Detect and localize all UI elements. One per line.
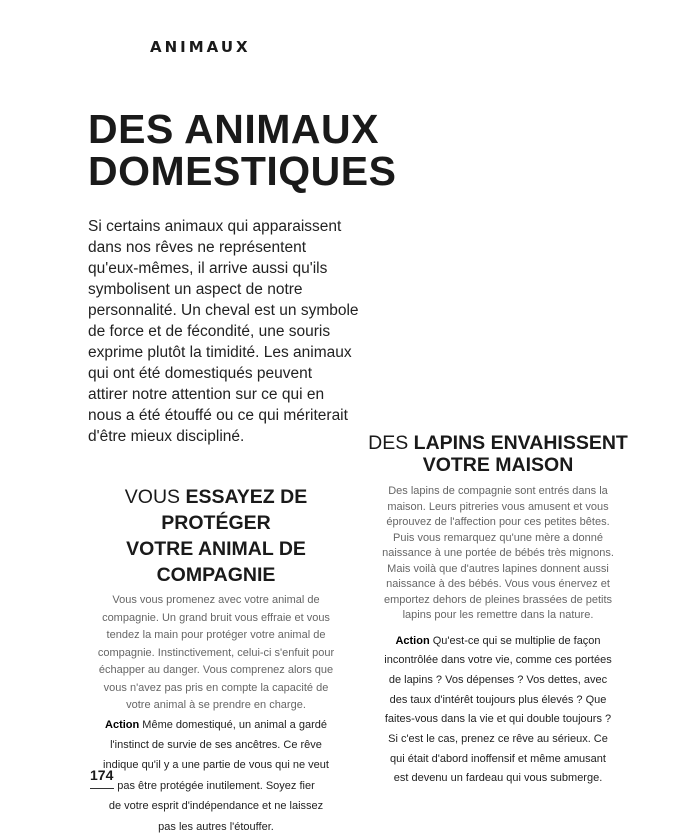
text-line: naissance à des bébés. Vous vous énervez et: [386, 578, 610, 590]
text-line: Puis vous remarquez qu'une mère a donné: [392, 531, 603, 544]
section-label: ANIMAUX: [150, 38, 251, 56]
page-title: [88, 108, 396, 192]
text-line: de force et de fécondité, une souris: [88, 323, 331, 340]
action-text: Même domestiqué, un animal a gardé: [139, 718, 327, 731]
text-line: vous n'avez pas pris en compte la capacité de: [103, 681, 329, 694]
text-line: votre animal à se prendre en charge.: [126, 699, 306, 711]
heading-light: DES: [368, 432, 414, 454]
intro-paragraph: [88, 216, 378, 447]
text-line: l'instinct de survie de ses ancêtres. Ce rêve: [110, 738, 322, 751]
text-line: pas être protégée inutilement. Soyez fier: [117, 779, 315, 792]
dream-description: [80, 592, 352, 715]
text-line: de votre esprit d'indépendance et ne laissez: [108, 800, 324, 813]
text-line: éprouvez de l'affection pour ces petites bêtes.: [386, 516, 610, 528]
text-line: tendez la main pour protéger votre animal de: [106, 629, 326, 641]
text-line: maison. Leurs pitreries vous amusent et vous: [387, 500, 609, 513]
title-line: DOMESTIQUES: [88, 148, 397, 194]
text-line: compagnie. Instinctivement, celui-ci s'enfuit pour: [97, 646, 335, 659]
text-line: [80, 715, 352, 735]
heading-bold: LAPINS ENVAHISSENT: [413, 432, 628, 454]
text-line: attirer notre attention sur ce qui en: [88, 386, 325, 403]
text-line: qui était d'abord inoffensif et même amusant: [390, 752, 606, 765]
section-heading: [360, 432, 636, 476]
text-line: qu'eux-mêmes, il arrive aussi qu'ils: [88, 260, 328, 277]
text-line: emportez dehors de pleines brassées de petits: [383, 593, 613, 606]
text-line: pas les autres l'étouffer.: [158, 820, 274, 833]
heading-bold: ESSAYEZ DE PROTÉGER: [161, 486, 308, 534]
page-number-rule: [90, 788, 114, 789]
action-label: Action: [395, 634, 430, 647]
text-line: personnalité. Un cheval est un symbole: [88, 302, 359, 319]
action-label: Action: [105, 718, 140, 731]
text-line: des taux d'intérêt toujours plus élevés ? Que: [389, 693, 607, 706]
rabbits-section: [360, 432, 636, 789]
text-line: [360, 632, 636, 652]
text-line: dans nos rêves ne représentent: [88, 239, 306, 256]
title-line: DES ANIMAUX: [88, 106, 379, 152]
text-line: lapins pour les remettre dans la nature.: [402, 609, 594, 621]
text-line: Des lapins de compagnie sont entrés dans la: [388, 485, 608, 497]
text-line: Mais voilà que d'autres lapines donnent aussi: [387, 562, 609, 575]
page-number: 174: [90, 767, 114, 783]
text-line: qui ont été domestiqués peuvent: [88, 365, 313, 382]
action-paragraph: [80, 715, 352, 837]
action-text: Qu'est-ce qui se multiplie de façon: [429, 634, 601, 647]
text-line: exprime plutôt la timidité. Les animaux: [88, 344, 352, 361]
text-line: échapper au danger. Vous comprenez alors que: [98, 664, 334, 676]
action-paragraph: [360, 632, 636, 790]
text-line: naissance à une portée de bébés très mignons.: [382, 547, 614, 559]
text-line: de lapins ? Vos dépenses ? Vos dettes, avec: [388, 673, 608, 686]
heading-light: VOUS: [124, 486, 186, 508]
text-line: nous a été étouffé ou ce qui mériterait: [88, 407, 348, 424]
text-line: Si c'est le cas, prenez ce rêve au sérieux. Ce: [388, 733, 608, 746]
text-line: Si certains animaux qui apparaissent: [88, 218, 342, 235]
text-line: incontrôlée dans votre vie, comme ces portées: [384, 654, 612, 667]
text-line: compagnie. Un grand bruit vous effraie et vous: [102, 611, 330, 624]
text-line: Vous vous promenez avec votre animal de: [112, 594, 320, 606]
dream-description: [360, 484, 636, 624]
pet-protection-section: [80, 484, 352, 837]
text-line: faites-vous dans la vie et qui double toujours ?: [384, 713, 612, 726]
heading-bold: VOTRE MAISON: [422, 454, 574, 476]
heading-bold: VOTRE ANIMAL DE COMPAGNIE: [126, 538, 306, 586]
text-line: d'être mieux discipliné.: [88, 428, 245, 445]
text-line: indique qu'il y a une partie de vous qui ne veut: [103, 759, 329, 772]
text-line: symbolisent un aspect de notre: [88, 281, 303, 298]
section-heading: [80, 484, 352, 588]
text-line: est devenu un fardeau qui vous submerge.: [393, 772, 603, 785]
